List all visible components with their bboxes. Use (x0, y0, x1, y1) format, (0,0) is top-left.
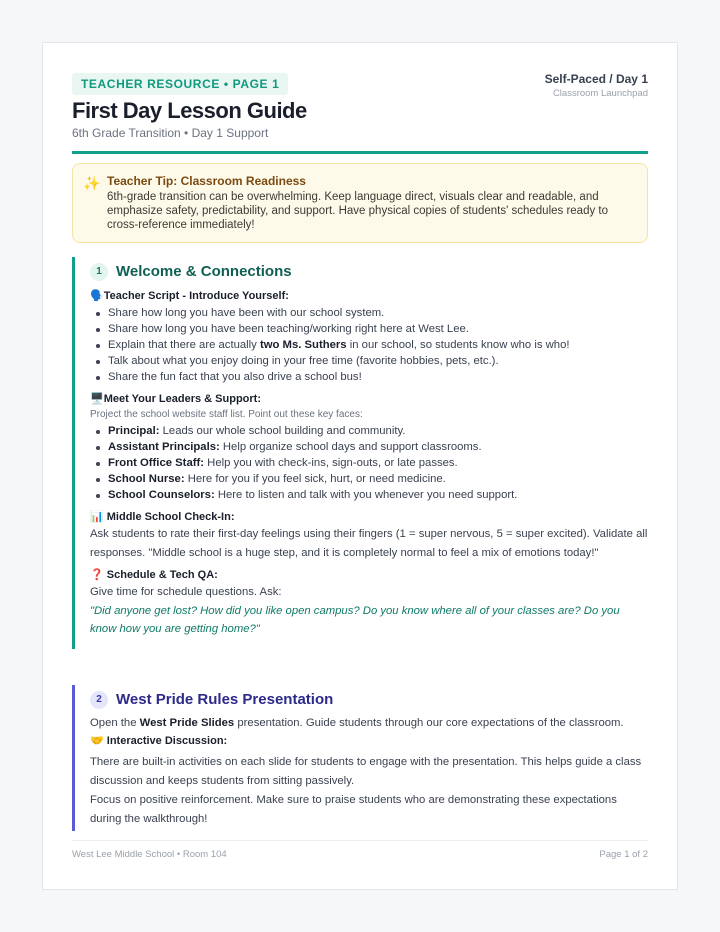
speaking-head-icon: 🗣️ (90, 290, 104, 302)
list-item: Assistant Principals: Help organize school days and support classrooms. (90, 439, 648, 455)
section-number: 1 (90, 263, 108, 281)
page-subtitle: 6th Grade Transition • Day 1 Support (72, 126, 269, 140)
header-divider (72, 151, 648, 154)
question-mark-icon: ❓ (90, 569, 104, 581)
section-content (90, 714, 648, 829)
reinforcement-text: Focus on positive reinforcement. Make sure to praise students who are demonstrating these expectations during the walkthrough! (90, 794, 617, 825)
section-title: West Pride Rules Presentation (116, 691, 334, 708)
list-item: Front Office Staff: Help you with check-ins, sign-outs, or late passes. (90, 455, 648, 471)
list-item: Share how long you have been with our school system. (90, 305, 648, 321)
leaders-note: Project the school website staff list. Point out these key faces: (90, 409, 363, 420)
handshake-icon: 🤝 (90, 735, 104, 747)
discussion-heading: 🤝 Interactive Discussion: (90, 735, 228, 747)
script-list (90, 305, 648, 385)
list-item: Explain that there are actually two Ms. Suthers in our school, so students know who is who! (90, 337, 648, 353)
list-item: Talk about what you enjoy doing in your free time (favorite hobbies, pets, etc.). (90, 353, 648, 369)
launchpad-label: Classroom Launchpad (552, 88, 648, 99)
list-item: School Counselors: Here to listen and talk with you whenever you need support. (90, 487, 648, 503)
footer-page-number: Page 1 of 2 (599, 849, 648, 860)
checkin-text: Ask students to rate their first-day feelings using their fingers (1 = super nervous, 5 = super excited). Validate all responses. "Middle school is a huge step, and it is completely normal to feel a mix of emotions today!" (90, 528, 648, 559)
qa-heading: ❓ Schedule & Tech QA: (90, 569, 218, 581)
list-item: Principal: Leads our whole school building and community. (90, 423, 648, 439)
teacher-tip-box (72, 163, 648, 243)
qa-quote: "Did anyone get lost? How did you like open campus? Do you know where all of your classes are? Do you know how you are getting home?" (90, 605, 620, 635)
leaders-heading: 🖥️Meet Your Leaders & Support: (90, 393, 261, 405)
tip-title: Teacher Tip: Classroom Readiness (107, 174, 306, 188)
list-item: Share how long you have been teaching/working right here at West Lee. (90, 321, 648, 337)
pacing-label: Self-Paced / Day 1 (544, 72, 648, 86)
list-item: School Nurse: Here for you if you feel sick, hurt, or need medicine. (90, 471, 648, 487)
intro-text: Open the West Pride Slides presentation. Guide students through our core expectations of the classroom. (90, 717, 624, 729)
document-page (42, 42, 678, 890)
header-meta (545, 72, 648, 100)
desktop-icon: 🖥️ (90, 393, 104, 405)
section-welcome (72, 257, 648, 649)
footer-divider (72, 840, 648, 841)
tip-body: 6th-grade transition can be overwhelming. Keep language direct, visuals clear and readable, and emphasize safety, predictability, and support. Have physical copies of students' schedules ready to cross-reference immediately! (107, 191, 609, 231)
section-pride-rules (72, 685, 648, 831)
page-title: First Day Lesson Guide (72, 98, 307, 123)
resource-badge: TEACHER RESOURCE • PAGE 1 (72, 73, 288, 95)
bar-chart-icon: 📊 (90, 511, 104, 523)
list-item: Share the fun fact that you also drive a school bus! (90, 369, 648, 385)
section-title: Welcome & Connections (116, 263, 292, 280)
discussion-text: There are built-in activities on each slide for students to engage with the presentation. This helps guide a class discussion and keeps students from sitting passively. (90, 756, 642, 787)
section-number: 2 (90, 691, 108, 709)
section-content (90, 288, 648, 638)
leaders-list (90, 423, 648, 503)
sparkles-icon: ✨ (83, 175, 101, 191)
footer-school: West Lee Middle School • Room 104 (72, 849, 227, 860)
checkin-heading: 📊 Middle School Check-In: (90, 511, 235, 523)
script-heading: 🗣️Teacher Script - Introduce Yourself: (90, 290, 289, 302)
qa-text: Give time for schedule questions. Ask: (90, 586, 282, 598)
